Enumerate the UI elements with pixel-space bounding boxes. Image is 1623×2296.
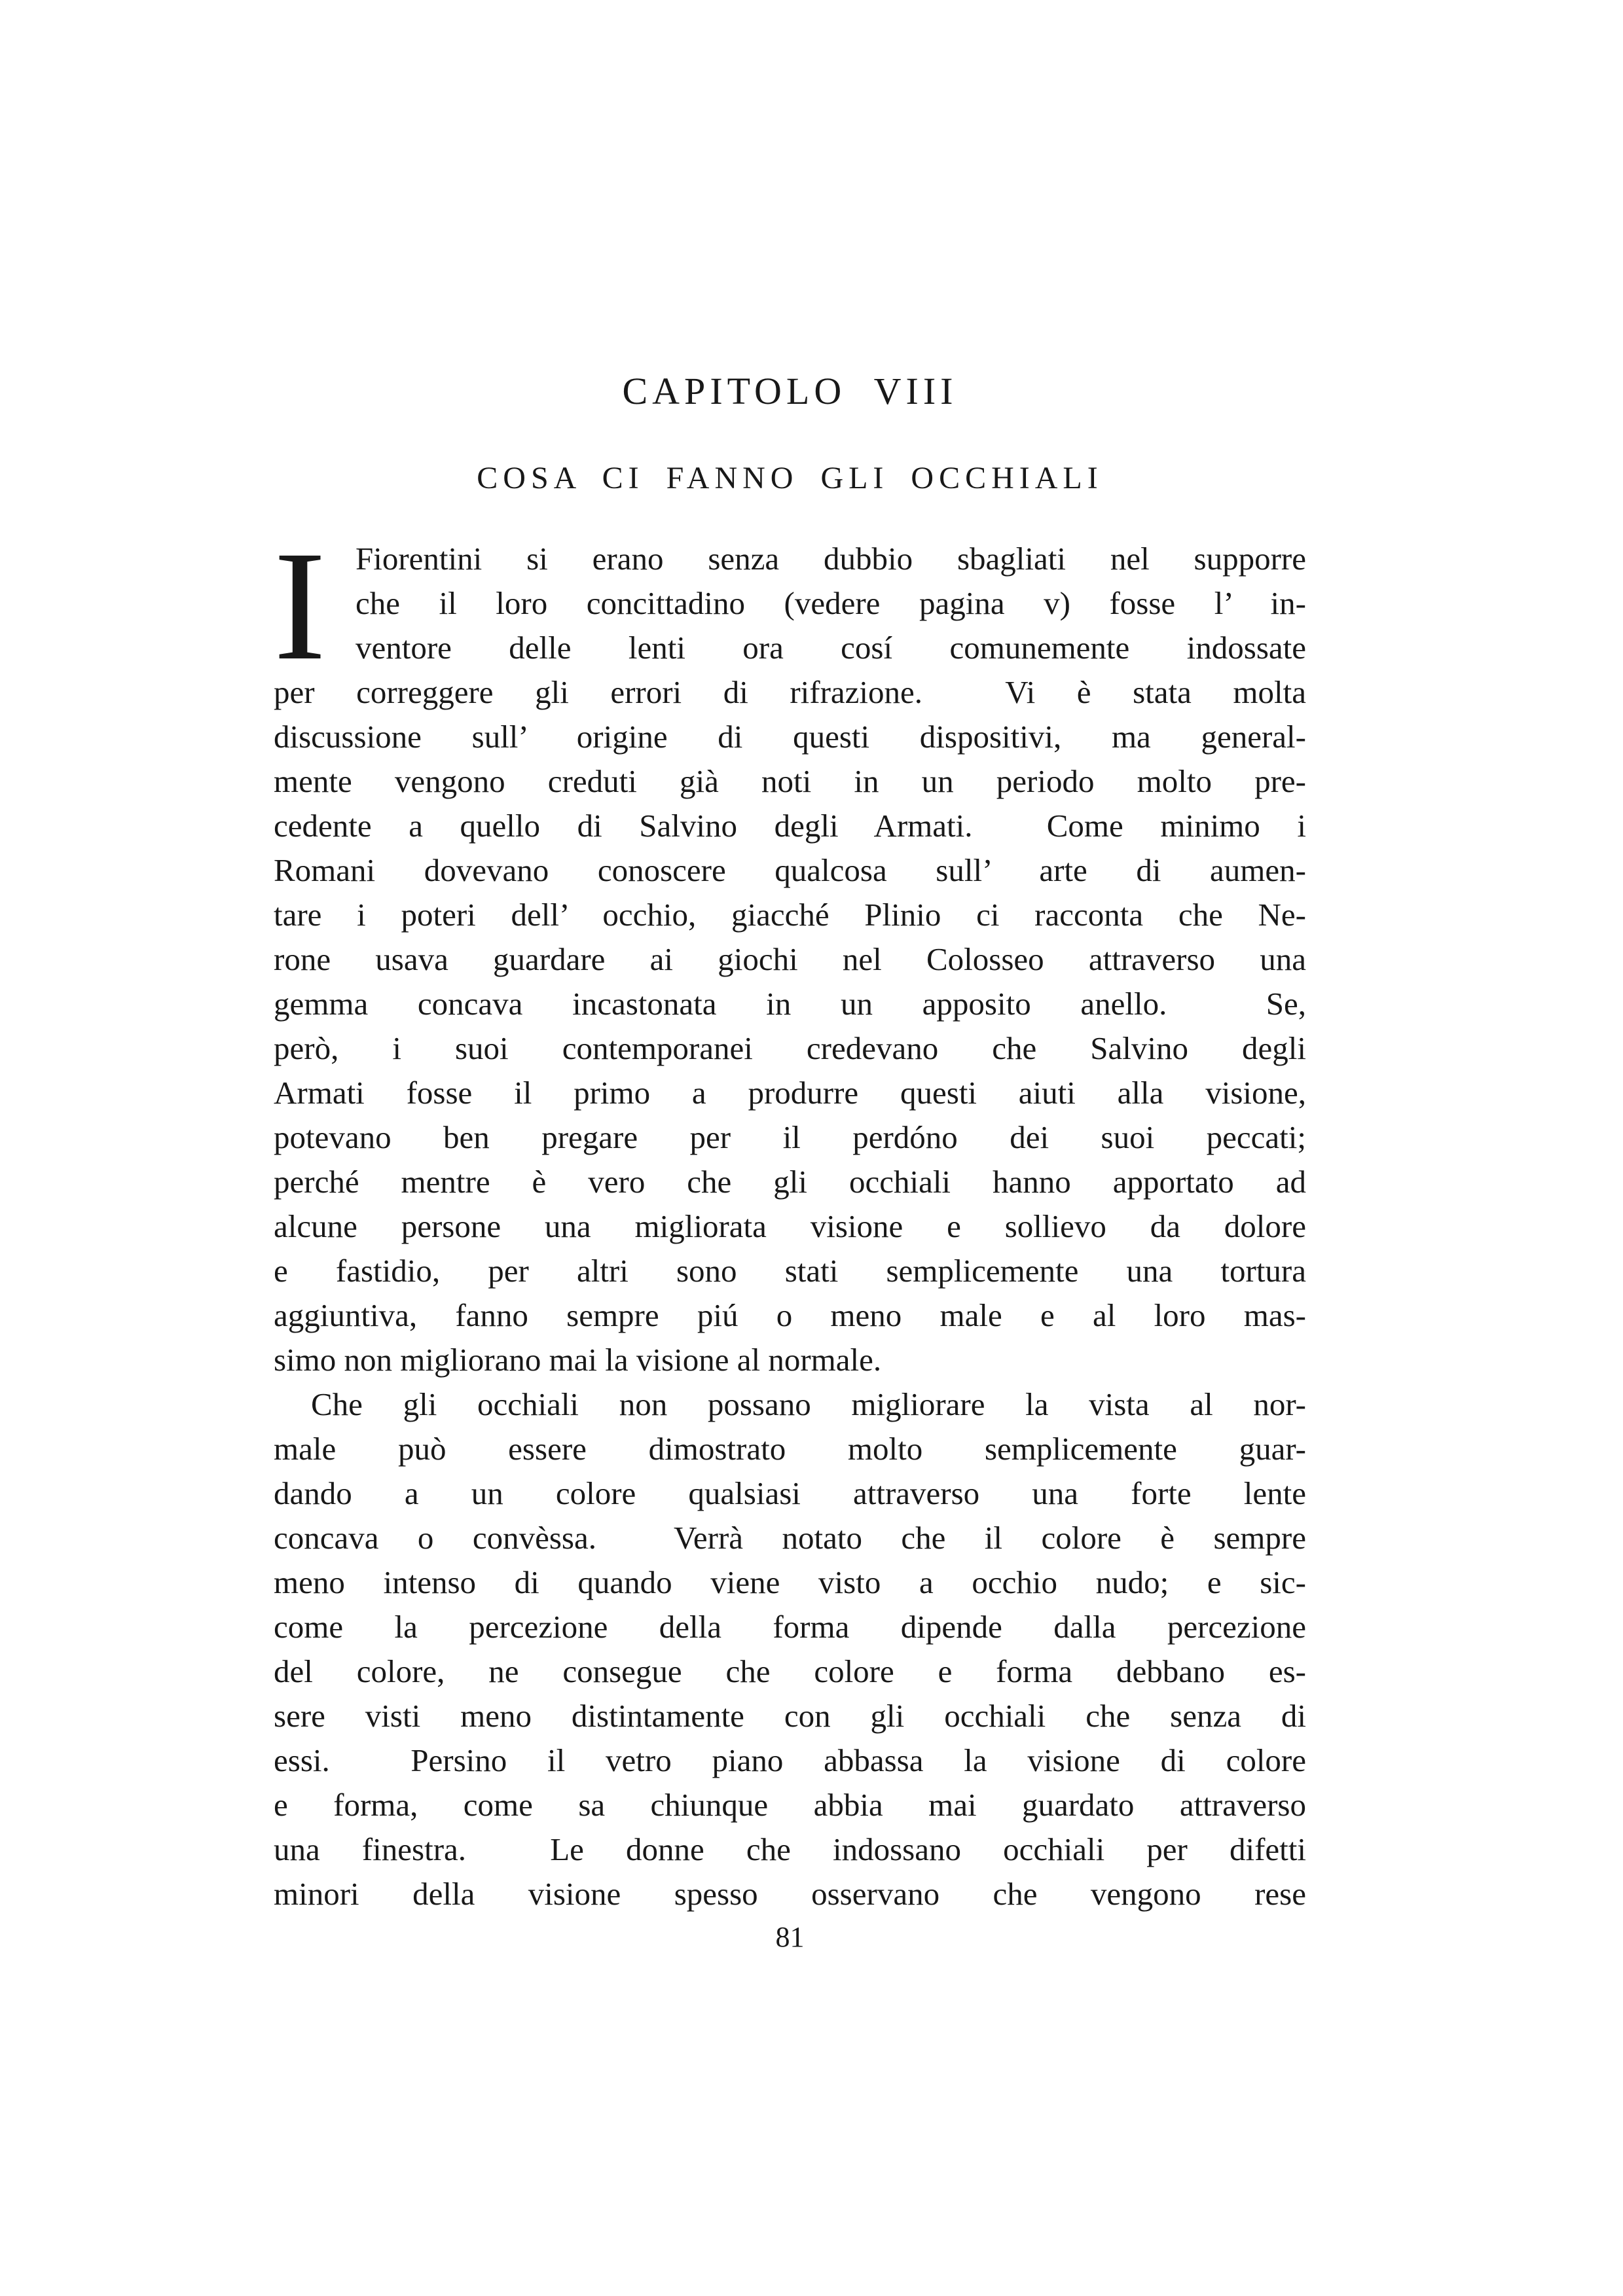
text-line: rone usava guardare ai giochi nel Colosseo attraverso una	[274, 941, 1306, 977]
text-line: come la percezione della forma dipende dalla percezione	[274, 1609, 1306, 1645]
paragraph-2	[274, 1382, 1306, 1916]
text-line: però, i suoi contemporanei credevano che Salvino degli	[274, 1030, 1306, 1066]
text-line: aggiuntiva, fanno sempre piú o meno male e al loro mas-	[274, 1297, 1306, 1333]
chapter-heading: CAPITOLO VIII	[622, 370, 958, 412]
text-line: che il loro concittadino (vedere pagina v) fosse l’ in-	[356, 585, 1306, 621]
text-line: del colore, ne consegue che colore e forma debbano es-	[274, 1653, 1306, 1689]
text-line: per correggere gli errori di rifrazione. Vi è stata molta	[274, 674, 1306, 710]
page-number: 81	[775, 1921, 805, 1953]
text-line: potevano ben pregare per il perdóno dei suoi peccati;	[274, 1119, 1306, 1155]
text-line: minori della visione spesso osservano che vengono rese	[274, 1876, 1306, 1912]
text-line: Armati fosse il primo a produrre questi aiuti alla visione,	[274, 1075, 1306, 1111]
text-line: concava o convèssa. Verrà notato che il colore è sempre	[274, 1520, 1306, 1556]
text-line: perché mentre è vero che gli occhiali hanno apportato ad	[274, 1164, 1306, 1200]
text-line: gemma concava incastonata in un apposito anello. Se,	[274, 986, 1306, 1022]
text-line: Fiorentini si erano senza dubbio sbagliati nel supporre	[356, 541, 1306, 577]
text-line: dando a un colore qualsiasi attraverso una forte lente	[274, 1475, 1306, 1511]
text-line: tare i poteri dell’ occhio, giacché Plinio ci racconta che Ne-	[274, 897, 1306, 933]
drop-cap-initial: I	[274, 518, 326, 692]
text-line: cedente a quello di Salvino degli Armati. Come minimo i	[274, 808, 1306, 844]
text-line: Romani dovevano conoscere qualcosa sull’ arte di aumen-	[274, 852, 1306, 888]
text-line: meno intenso di quando viene visto a occhio nudo; e sic-	[274, 1564, 1306, 1600]
text-line: una finestra. Le donne che indossano occhiali per difetti	[274, 1831, 1306, 1867]
text-line: alcune persone una migliorata visione e sollievo da dolore	[274, 1208, 1306, 1244]
text-line: discussione sull’ origine di questi dispositivi, ma general-	[274, 719, 1306, 755]
text-line: ventore delle lenti ora cosí comunemente indossate	[356, 630, 1306, 666]
chapter-subtitle: COSA CI FANNO GLI OCCHIALI	[477, 461, 1103, 495]
text-line: e fastidio, per altri sono stati semplicemente una tortura	[274, 1253, 1306, 1289]
text-line: essi. Persino il vetro piano abbassa la visione di colore	[274, 1742, 1306, 1778]
body-text	[274, 518, 1306, 1916]
text-line: sere visti meno distintamente con gli occhiali che senza di	[274, 1698, 1306, 1734]
paragraph-1	[274, 518, 1306, 1382]
text-line: Che gli occhiali non possano migliorare la vista al nor-	[311, 1386, 1306, 1422]
text-line: male può essere dimostrato molto semplicemente guar-	[274, 1431, 1306, 1467]
text-line: e forma, come sa chiunque abbia mai guardato attraverso	[274, 1787, 1306, 1823]
text-line: mente vengono creduti già noti in un periodo molto pre-	[274, 763, 1306, 799]
text-line: simo non migliorano mai la visione al normale.	[274, 1342, 882, 1378]
